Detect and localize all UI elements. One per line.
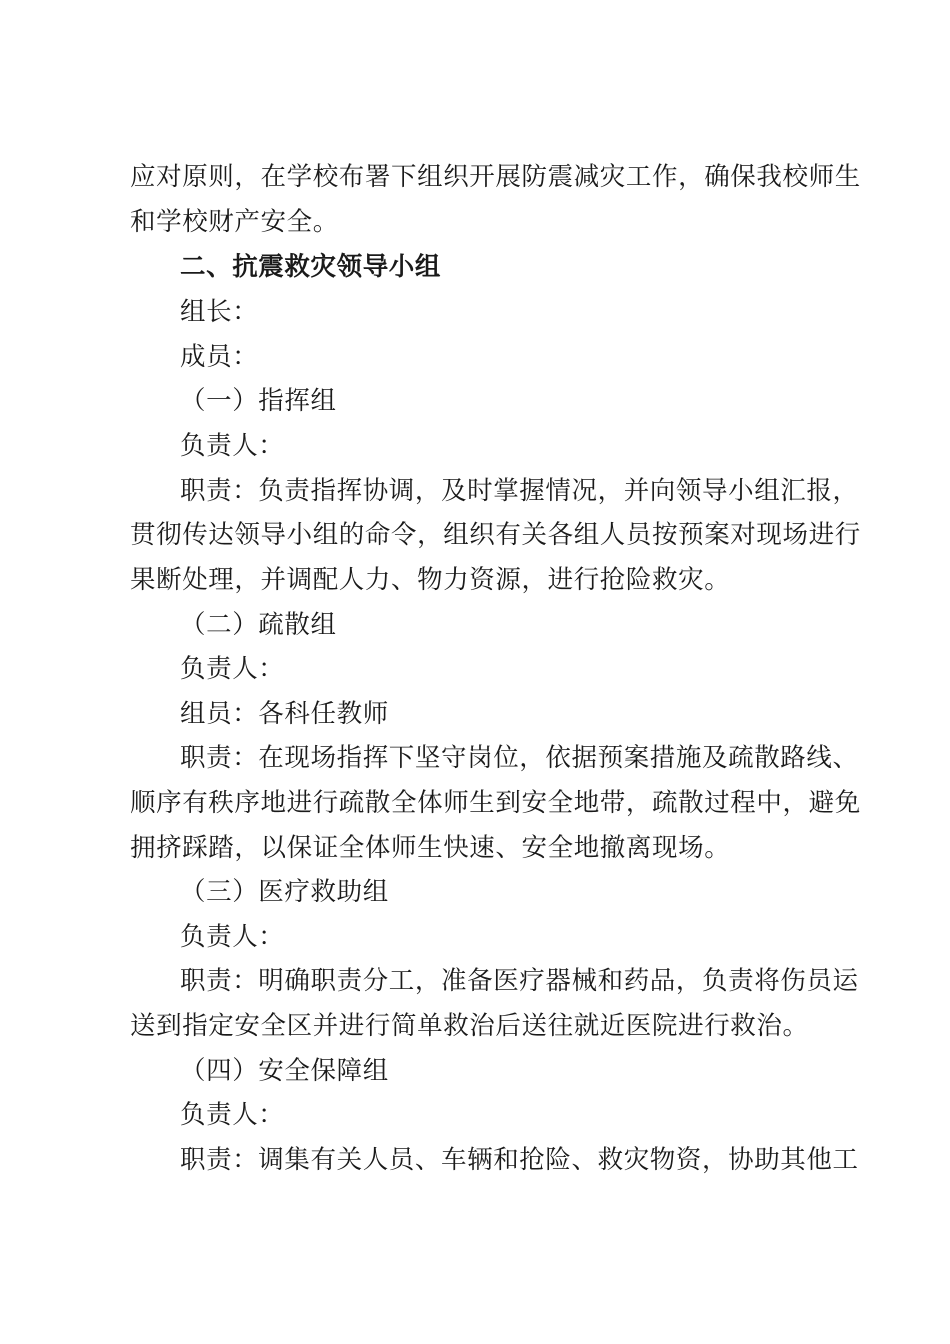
duty-text-line: 职责：在现场指挥下坚守岗位，依据预案措施及疏散路线、 (180, 743, 859, 773)
person-in-charge-label: 负责人： (180, 922, 285, 952)
duty-text-line: 职责：调集有关人员、车辆和抢险、救灾物资，协助其他工 (180, 1145, 859, 1175)
duty-text-line: 果断处理，并调配人力、物力资源，进行抢险救灾。 (130, 565, 731, 595)
subsection-heading: （三）医疗救助组 (180, 877, 389, 907)
members-label: 成员： (180, 342, 259, 372)
leader-label: 组长： (180, 297, 259, 327)
duty-text-line: 拥挤踩踏，以保证全体师生快速、安全地撤离现场。 (130, 833, 731, 863)
subsection-heading: （二）疏散组 (180, 610, 337, 640)
duty-text-line: 职责：负责指挥协调，及时掌握情况，并向领导小组汇报， (180, 476, 859, 506)
person-in-charge-label: 负责人： (180, 1100, 285, 1130)
person-in-charge-label: 负责人： (180, 654, 285, 684)
body-text-line: 应对原则，在学校布署下组织开展防震减灾工作，确保我校师生 (130, 162, 861, 192)
subsection-heading: （四）安全保障组 (180, 1056, 389, 1086)
subsection-heading: （一）指挥组 (180, 386, 337, 416)
person-in-charge-label: 负责人： (180, 431, 285, 461)
duty-text-line: 送到指定安全区并进行简单救治后送往就近医院进行救治。 (130, 1011, 809, 1041)
duty-text-line: 职责：明确职责分工，准备医疗器械和药品，负责将伤员运 (180, 966, 859, 996)
duty-text-line: 顺序有秩序地进行疏散全体师生到安全地带，疏散过程中，避免 (130, 788, 861, 818)
group-members-line: 组员：各科任教师 (180, 699, 389, 729)
duty-text-line: 贯彻传达领导小组的命令，组织有关各组人员按预案对现场进行 (130, 520, 861, 550)
section-heading: 二、抗震救灾领导小组 (180, 252, 442, 282)
body-text-line: 和学校财产安全。 (130, 207, 339, 237)
